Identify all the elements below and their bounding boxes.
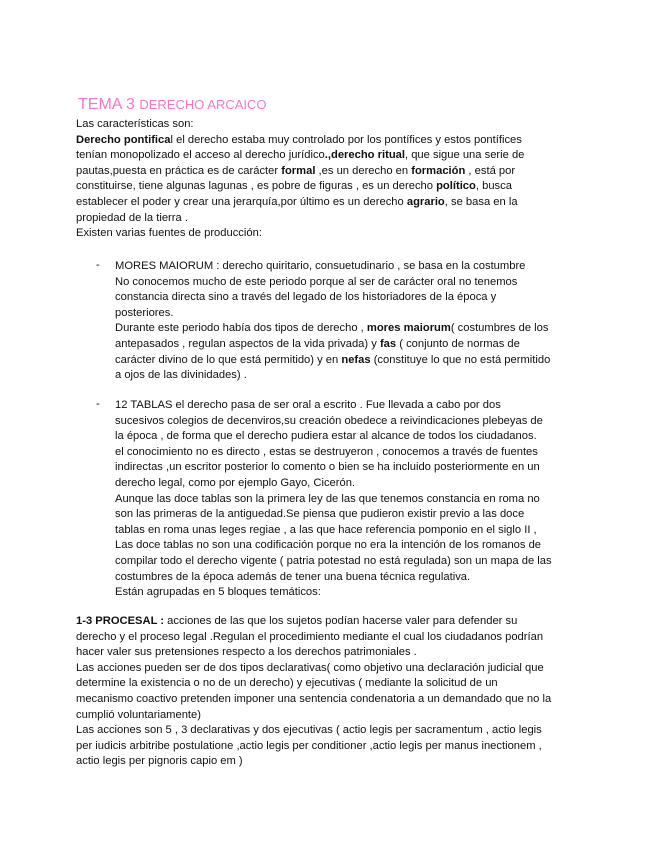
procesal-line: Las acciones son 5 , 3 declarativas y dos ejecutivas ( actio legis per sacramentum , actio legis (76, 724, 542, 737)
procesal-line: per iudicis arbitribe postulatione ,actio legis per conditioner ,actio legis per manus inectionem , (76, 739, 542, 752)
intro-line: Las características son: (76, 118, 194, 130)
bullet-dash: - (96, 398, 100, 410)
list-item-line: compilar todo el derecho vigente ( patria potestad no está regulada) son un mapa de las (115, 555, 552, 567)
list-item-line: Aunque las doce tablas son la primera ley de las que tenemos constancia en roma no (115, 492, 540, 505)
procesal-line: Las acciones pueden ser de dos tipos declarativas( como objetivo una declaración judicial que (76, 661, 544, 674)
list-item-line: constancia directa sino a través del legado de los historiadores de la época y (115, 291, 497, 304)
list-item-line: MORES MAIORUM : derecho quiritario, consuetudinario , se basa en la costumbre (115, 260, 526, 272)
procesal-line: cumplió voluntariamente) (76, 708, 201, 721)
list-item-line: son las primeras de la antiguedad.Se piensa que pudieron existir previo a las doce (115, 508, 525, 521)
list-item-line: sucesivos colegios de decenviros,su creación obedece a reivindicaciones plebeyas de (115, 414, 543, 427)
list-item-line: antepasados , regulan aspectos de la vida privada) y fas ( conjunto de normas de (115, 338, 520, 350)
list-item-line: No conocemos mucho de este periodo porque al ser de carácter oral no tenemos (115, 275, 518, 288)
list-item-line: a ojos de las divinidades) . (115, 369, 247, 382)
list-item-line: Están agrupadas en 5 bloques temáticos: (115, 586, 321, 599)
procesal-line: hacer valer sus pretensiones respecto a los derechos patrimoniales . (76, 646, 417, 659)
list-item-line: carácter divino de lo que está permitido) y en nefas (constituye lo que no está permitido (115, 353, 551, 366)
list-item-line: Las doce tablas no son una codificación porque no era la intención de los romanos de (115, 539, 542, 552)
list-item-line: indirectas ,un escritor posterior lo comento o bien se ha incluido posteriormente en un (115, 461, 540, 474)
procesal-line: actio legis per pignoris capio em ) (76, 755, 243, 768)
procesal-line: 1-3 PROCESAL : acciones de las que los sujetos podían hacerse valer para defender su (76, 615, 518, 627)
intro-line: Derecho pontifical el derecho estaba muy controlado por los pontífices y estos pontífices (76, 133, 522, 146)
title-name: DERECHO ARCAICO (139, 97, 267, 112)
list-item-line: 12 TABLAS el derecho pasa de ser oral a escrito . Fue llevada a cabo por dos (115, 399, 501, 411)
list-item-line: derecho legal, como por ejemplo Gayo, Cicerón. (115, 477, 356, 489)
list-item-line: posteriores. (115, 306, 174, 319)
intro-line: tenían monopolizado el acceso al derecho jurídico.,derecho ritual, que sigue una serie de (76, 149, 525, 162)
procesal-line: derecho y el proceso legal .Regulan el procedimiento mediante el cual los ciudadanos podrían (76, 630, 544, 643)
title-number: TEMA 3 (78, 96, 135, 113)
intro-line: constituirse, tiene algunas lagunas , es pobre de figuras , es un derecho político, busca (76, 180, 512, 193)
list-item-line: Durante este periodo había dos tipos de derecho , mores maiorum( costumbres de los (115, 322, 549, 335)
list-item-line: tablas en roma unas leges regiae , a las que hace referencia pomponio en el siglo II , (115, 523, 537, 536)
intro-line: propiedad de la tierra . (76, 211, 188, 224)
procesal-line: determine la existencia o no de un derecho) y ejecutivas ( mediante la solicitud de un (76, 677, 498, 690)
bullet-dash: - (96, 259, 100, 271)
intro-line: establecer el poder y crear una jerarquía,por último es un derecho agrario, se basa en la (76, 196, 518, 208)
procesal-line: mecanismo coactivo pretenden imponer una sentencia condenatoria a un demandado que no la (76, 693, 552, 705)
intro-line: Existen varias fuentes de producción: (76, 227, 262, 240)
list-item-line: costumbres de la época además de tener una buena técnica regulativa. (115, 570, 471, 583)
list-item-line: la época , de forma que el derecho pudiera estar al alcance de todos los ciudadanos. (115, 430, 537, 443)
list-item-line: el conocimiento no es directo , estas se destruyeron , conocemos a través de fuentes (115, 445, 538, 458)
page-title (78, 96, 267, 114)
intro-line: pautas,puesta en práctica es de carácter formal ,es un derecho en formación , está por (76, 164, 516, 177)
